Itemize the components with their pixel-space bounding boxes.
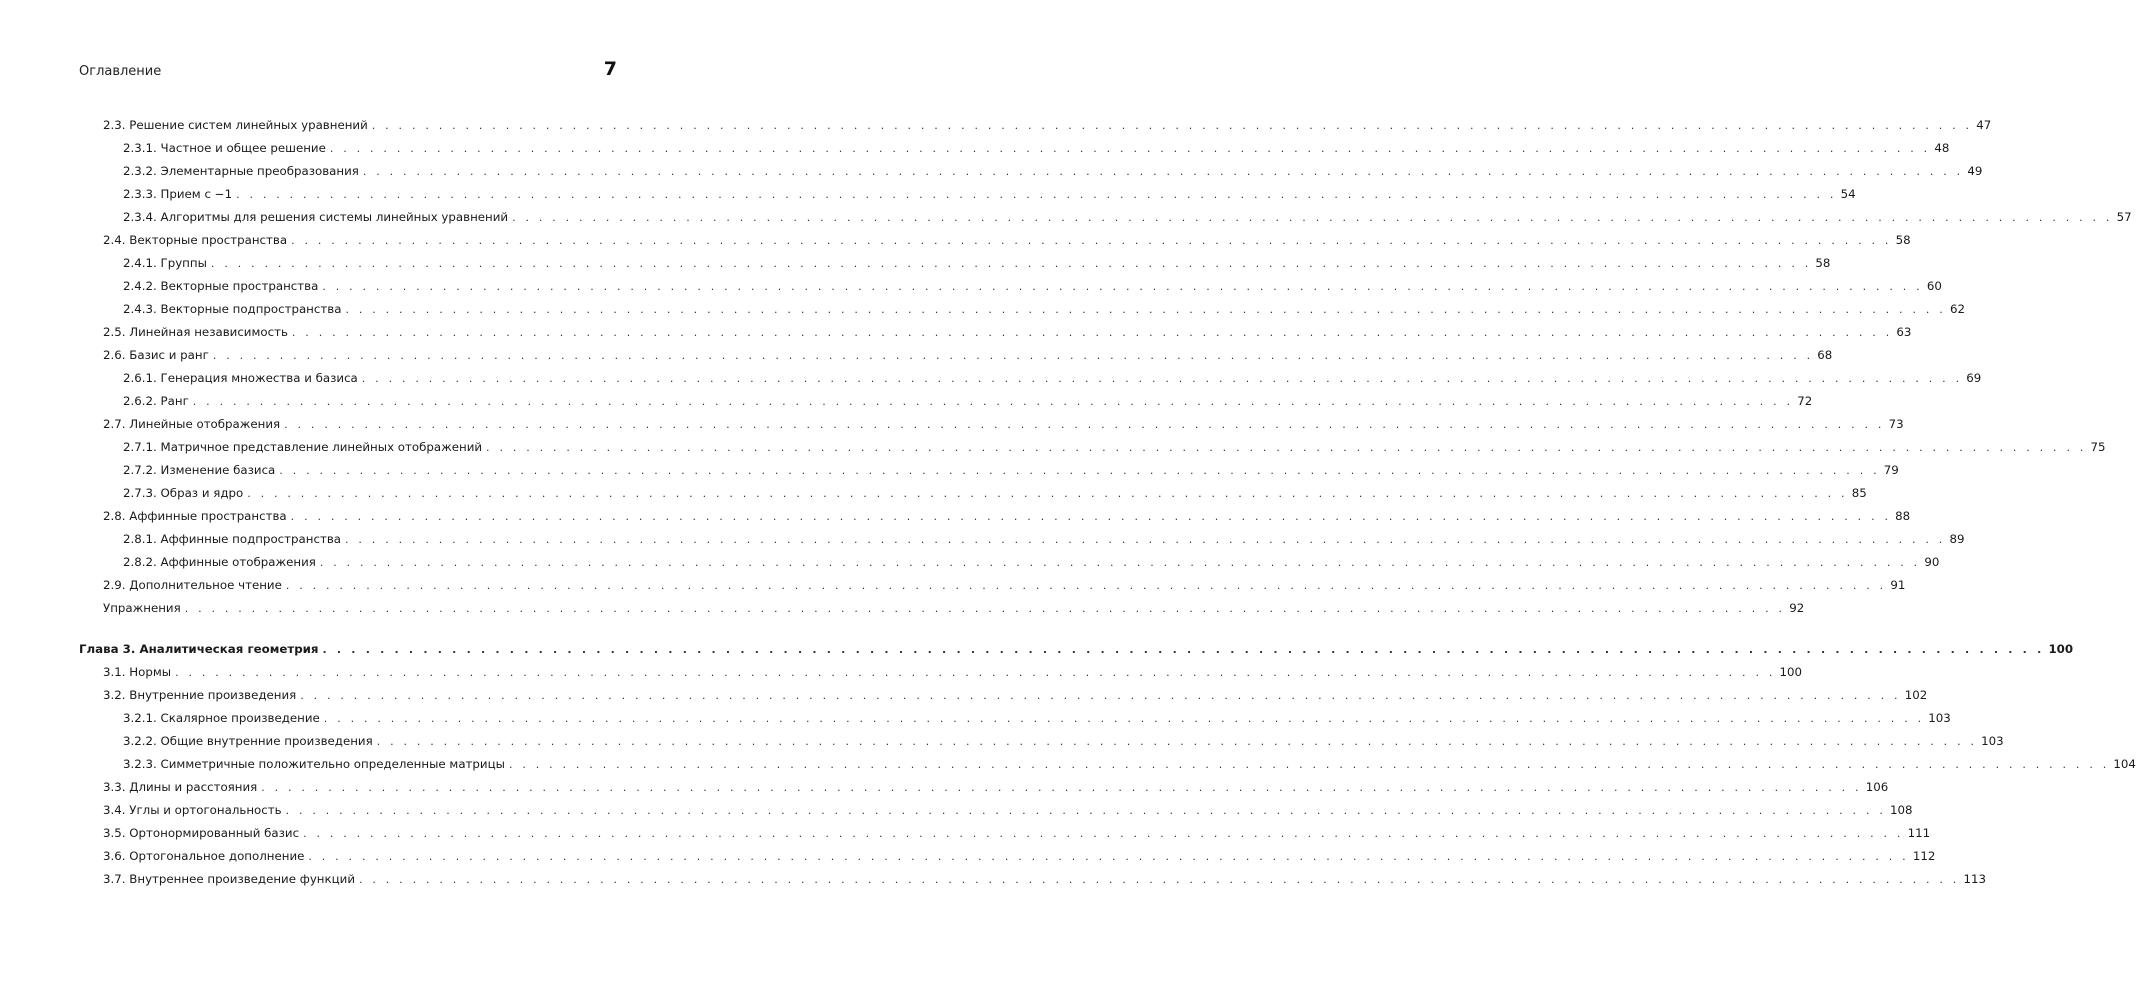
toc-entry-page: 57: [2116, 210, 2132, 224]
toc-entry-title: Глава 3. Аналитическая геометрия: [79, 642, 319, 656]
toc-entry-page: 58: [1895, 233, 1911, 247]
toc-entry-page: 89: [1949, 532, 1965, 546]
toc-entry-title: 2.6. Базис и ранг: [103, 348, 209, 362]
toc-entry-title: 2.4. Векторные пространства: [103, 233, 288, 247]
toc-entry[interactable]: [123, 183, 1856, 206]
toc-entry-page: 68: [1817, 348, 1833, 362]
dot-leader: . . . . . . . . . . . . . . . . . . . . . . . . . . . . . . . . . . . . . . . . . . . . . . . . . . . . . . . . . . . . . . . . . . . . . . . . . . . . . . . . . . . . . . . . . . . . . . . . . . . . . . . . . . . . . . . . . . . . . . . .: [359, 873, 1960, 886]
toc-entry[interactable]: [103, 413, 1904, 436]
dot-leader: . . . . . . . . . . . . . . . . . . . . . . . . . . . . . . . . . . . . . . . . . . . . . . . . . . . . . . . . . . . . . . . . . . . . . . . . . . . . . . . . . . . . . . . . . . . . . . . . . . . . . . . . . . . . . . . . . . . . . . . .: [308, 850, 1909, 863]
toc-entry-title: 2.8.2. Аффинные отображения: [123, 555, 316, 569]
toc-entry[interactable]: [103, 868, 1987, 891]
toc-entry[interactable]: [123, 551, 1940, 574]
toc-entry-page: 63: [1896, 325, 1912, 339]
dot-leader: . . . . . . . . . . . . . . . . . . . . . . . . . . . . . . . . . . . . . . . . . . . . . . . . . . . . . . . . . . . . . . . . . . . . . . . . . . . . . . . . . . . . . . . . . . . . . . . . . . . . . . . . . . . . . . . . . . . . . . . .: [345, 303, 1946, 316]
toc-entry-page: 58: [1815, 256, 1831, 270]
dot-leader: . . . . . . . . . . . . . . . . . . . . . . . . . . . . . . . . . . . . . . . . . . . . . . . . . . . . . . . . . . . . . . . . . . . . . . . . . . . . . . . . . . . . . . . . . . . . . . . . . . . . . . . . . . . . . . . . . . . . . . . .: [371, 119, 1973, 132]
toc-entry-page: 90: [1924, 555, 1940, 569]
toc-entry-page: 49: [1967, 164, 1983, 178]
toc-entry-title: 3.6. Ортогональное дополнение: [103, 849, 305, 863]
toc-entry[interactable]: [123, 298, 1965, 321]
toc-entry[interactable]: [123, 206, 2132, 229]
toc-entry-title: 2.7.3. Образ и ядро: [123, 486, 244, 500]
toc-entry-title: 2.6.1. Генерация множества и базиса: [123, 371, 358, 385]
toc-entry-page: 72: [1797, 394, 1813, 408]
toc-entry[interactable]: [123, 137, 1950, 160]
dot-leader: . . . . . . . . . . . . . . . . . . . . . . . . . . . . . . . . . . . . . . . . . . . . . . . . . . . . . . . . . . . . . . . . . . . . . . . . . . . . . . . . . . . . . . . . . . . . . . . . . . . . . . . . . . . . . . . . . . . . . . . .: [512, 211, 2113, 224]
toc-entry-page: 108: [1890, 803, 1913, 817]
running-header-title: Оглавление: [79, 64, 162, 79]
section-gap: [0, 620, 696, 638]
toc-entry-page: 103: [1928, 711, 1951, 725]
toc-entry-title: 2.3.4. Алгоритмы для решения системы линейных уравнений: [123, 210, 509, 224]
toc-entry-page: 113: [1963, 872, 1987, 886]
toc-entry-page: 112: [1912, 849, 1936, 863]
toc-entry[interactable]: [123, 459, 1899, 482]
dot-leader: . . . . . . . . . . . . . . . . . . . . . . . . . . . . . . . . . . . . . . . . . . . . . . . . . . . . . . . . . . . . . . . . . . . . . . . . . . . . . . . . . . . . . . . . . . . . . . . . . . . . . . . . . . . . . . . . . . . . . . . .: [300, 689, 1901, 702]
dot-leader: . . . . . . . . . . . . . . . . . . . . . . . . . . . . . . . . . . . . . . . . . . . . . . . . . . . . . . . . . . . . . . . . . . . . . . . . . . . . . . . . . . . . . . . . . . . . . . . . . . . . . . . . . . . . . . . . . . . . . . . .: [329, 142, 1931, 155]
dot-leader: . . . . . . . . . . . . . . . . . . . . . . . . . . . . . . . . . . . . . . . . . . . . . . . . . . . . . . . . . . . . . . . . . . . . . . . . . . . . . . . . . . . . . . . . . . . . . . . . . . . . . . . . . . . . . . . . . . . . . . . .: [284, 418, 1885, 431]
dot-leader: . . . . . . . . . . . . . . . . . . . . . . . . . . . . . . . . . . . . . . . . . . . . . . . . . . . . . . . . . . . . . . . . . . . . . . . . . . . . . . . . . . . . . . . . . . . . . . . . . . . . . . . . . . . . . . . . . . . . . . . .: [175, 666, 1776, 679]
toc-entry-page: 100: [2048, 642, 2074, 656]
dot-leader: . . . . . . . . . . . . . . . . . . . . . . . . . . . . . . . . . . . . . . . . . . . . . . . . . . . . . . . . . . . . . . . . . . . . . . . . . . . . . . . . . . . . . . . . . . . . . . . . . . . . . . . . . . . . . . . . . . . . . . . .: [322, 643, 2045, 656]
page-header: [79, 58, 617, 84]
toc-entry-page: 75: [2090, 440, 2106, 454]
table-of-contents: [0, 114, 2136, 891]
toc-entry-title: 3.2.3. Симметричные положительно определенные матрицы: [123, 757, 505, 771]
toc-entry-title: 2.5. Линейная независимость: [103, 325, 288, 339]
toc-entry[interactable]: [103, 684, 1928, 707]
toc-entry-page: 85: [1851, 486, 1867, 500]
toc-entry-page: 69: [1966, 371, 1982, 385]
toc-entry[interactable]: [103, 597, 1805, 620]
toc-entry-title: Упражнения: [103, 601, 181, 615]
toc-entry[interactable]: [123, 367, 1982, 390]
dot-leader: . . . . . . . . . . . . . . . . . . . . . . . . . . . . . . . . . . . . . . . . . . . . . . . . . . . . . . . . . . . . . . . . . . . . . . . . . . . . . . . . . . . . . . . . . . . . . . . . . . . . . . . . . . . . . . . . . . . . . . . .: [361, 372, 1963, 385]
dot-leader: . . . . . . . . . . . . . . . . . . . . . . . . . . . . . . . . . . . . . . . . . . . . . . . . . . . . . . . . . . . . . . . . . . . . . . . . . . . . . . . . . . . . . . . . . . . . . . . . . . . . . . . . . . . . . . . . . . . . . . . .: [212, 349, 1814, 362]
toc-entry-page: 62: [1949, 302, 1965, 316]
dot-leader: . . . . . . . . . . . . . . . . . . . . . . . . . . . . . . . . . . . . . . . . . . . . . . . . . . . . . . . . . . . . . . . . . . . . . . . . . . . . . . . . . . . . . . . . . . . . . . . . . . . . . . . . . . . . . . . . . . . . . . . .: [291, 326, 1893, 339]
dot-leader: . . . . . . . . . . . . . . . . . . . . . . . . . . . . . . . . . . . . . . . . . . . . . . . . . . . . . . . . . . . . . . . . . . . . . . . . . . . . . . . . . . . . . . . . . . . . . . . . . . . . . . . . . . . . . . . . . . . . . . . .: [322, 280, 1923, 293]
toc-entry-title: 3.1. Нормы: [103, 665, 172, 679]
dot-leader: . . . . . . . . . . . . . . . . . . . . . . . . . . . . . . . . . . . . . . . . . . . . . . . . . . . . . . . . . . . . . . . . . . . . . . . . . . . . . . . . . . . . . . . . . . . . . . . . . . . . . . . . . . . . . . . . . . . . . . . .: [285, 579, 1887, 592]
toc-entry-title: 2.4.3. Векторные подпространства: [123, 302, 342, 316]
dot-leader: . . . . . . . . . . . . . . . . . . . . . . . . . . . . . . . . . . . . . . . . . . . . . . . . . . . . . . . . . . . . . . . . . . . . . . . . . . . . . . . . . . . . . . . . . . . . . . . . . . . . . . . . . . . . . . . . . . . . . . . .: [184, 602, 1786, 615]
toc-entry[interactable]: [103, 822, 1931, 845]
toc-entry-title: 2.7. Линейные отображения: [103, 417, 281, 431]
toc-entry-page: 73: [1888, 417, 1904, 431]
toc-entry[interactable]: [103, 776, 1889, 799]
toc-entry-title: 2.3.3. Прием с −1: [123, 187, 233, 201]
toc-entry[interactable]: [103, 845, 1936, 868]
toc-entry[interactable]: [123, 436, 2106, 459]
toc-entry[interactable]: [123, 528, 1965, 551]
toc-entry-title: 2.4.1. Группы: [123, 256, 207, 270]
toc-entry-title: 2.3.2. Элементарные преобразования: [123, 164, 359, 178]
toc-entry[interactable]: [123, 730, 2004, 753]
toc-entry[interactable]: [103, 114, 1992, 137]
dot-leader: . . . . . . . . . . . . . . . . . . . . . . . . . . . . . . . . . . . . . . . . . . . . . . . . . . . . . . . . . . . . . . . . . . . . . . . . . . . . . . . . . . . . . . . . . . . . . . . . . . . . . . . . . . . . . . . . . . . . . . . .: [290, 510, 1892, 523]
toc-entry-page: 92: [1789, 601, 1805, 615]
toc-entry-title: 2.3.1. Частное и общее решение: [123, 141, 326, 155]
toc-entry[interactable]: [103, 321, 1912, 344]
toc-entry-title: 3.7. Внутреннее произведение функций: [103, 872, 355, 886]
dot-leader: . . . . . . . . . . . . . . . . . . . . . . . . . . . . . . . . . . . . . . . . . . . . . . . . . . . . . . . . . . . . . . . . . . . . . . . . . . . . . . . . . . . . . . . . . . . . . . . . . . . . . . . . . . . . . . . . . . . . . . . .: [362, 165, 1964, 178]
dot-leader: . . . . . . . . . . . . . . . . . . . . . . . . . . . . . . . . . . . . . . . . . . . . . . . . . . . . . . . . . . . . . . . . . . . . . . . . . . . . . . . . . . . . . . . . . . . . . . . . . . . . . . . . . . . . . . . . . . . . . . . .: [508, 758, 2110, 771]
toc-entry-title: 2.8.1. Аффинные подпространства: [123, 532, 342, 546]
toc-entry[interactable]: [103, 344, 1833, 367]
toc-entry-page: 106: [1865, 780, 1889, 794]
toc-entry-page: 60: [1926, 279, 1942, 293]
toc-entry-page: 54: [1840, 187, 1856, 201]
toc-entry-title: 2.7.1. Матричное представление линейных отображений: [123, 440, 483, 454]
toc-entry-page: 47: [1976, 118, 1992, 132]
dot-leader: . . . . . . . . . . . . . . . . . . . . . . . . . . . . . . . . . . . . . . . . . . . . . . . . . . . . . . . . . . . . . . . . . . . . . . . . . . . . . . . . . . . . . . . . . . . . . . . . . . . . . . . . . . . . . . . . . . . . . . . .: [376, 735, 1978, 748]
toc-entry[interactable]: [123, 275, 1942, 298]
toc-entry-page: 48: [1934, 141, 1950, 155]
dot-leader: . . . . . . . . . . . . . . . . . . . . . . . . . . . . . . . . . . . . . . . . . . . . . . . . . . . . . . . . . . . . . . . . . . . . . . . . . . . . . . . . . . . . . . . . . . . . . . . . . . . . . . . . . . . . . . . . . . . . . . . .: [210, 257, 1812, 270]
dot-leader: . . . . . . . . . . . . . . . . . . . . . . . . . . . . . . . . . . . . . . . . . . . . . . . . . . . . . . . . . . . . . . . . . . . . . . . . . . . . . . . . . . . . . . . . . . . . . . . . . . . . . . . . . . . . . . . . . . . . . . . .: [303, 827, 1904, 840]
toc-entry[interactable]: [103, 799, 1913, 822]
toc-entry-page: 103: [1981, 734, 2004, 748]
toc-entry[interactable]: [123, 252, 1831, 275]
toc-entry-title: 3.5. Ортонормированный базис: [103, 826, 300, 840]
toc-entry[interactable]: [123, 160, 1983, 183]
toc-entry-page: 104: [2113, 757, 2136, 771]
toc-entry-title: 3.2.2. Общие внутренние произведения: [123, 734, 373, 748]
dot-leader: . . . . . . . . . . . . . . . . . . . . . . . . . . . . . . . . . . . . . . . . . . . . . . . . . . . . . . . . . . . . . . . . . . . . . . . . . . . . . . . . . . . . . . . . . . . . . . . . . . . . . . . . . . . . . . . . . . . . . . . .: [285, 804, 1887, 817]
toc-entry-page: 91: [1890, 578, 1906, 592]
dot-leader: . . . . . . . . . . . . . . . . . . . . . . . . . . . . . . . . . . . . . . . . . . . . . . . . . . . . . . . . . . . . . . . . . . . . . . . . . . . . . . . . . . . . . . . . . . . . . . . . . . . . . . . . . . . . . . . . . . . . . . . .: [279, 464, 1880, 477]
dot-leader: . . . . . . . . . . . . . . . . . . . . . . . . . . . . . . . . . . . . . . . . . . . . . . . . . . . . . . . . . . . . . . . . . . . . . . . . . . . . . . . . . . . . . . . . . . . . . . . . . . . . . . . . . . . . . . . . . . . . . . . .: [319, 556, 1921, 569]
toc-entry-page: 102: [1904, 688, 1928, 702]
toc-entry[interactable]: [103, 505, 1911, 528]
toc-entry[interactable]: [123, 707, 1951, 730]
dot-leader: . . . . . . . . . . . . . . . . . . . . . . . . . . . . . . . . . . . . . . . . . . . . . . . . . . . . . . . . . . . . . . . . . . . . . . . . . . . . . . . . . . . . . . . . . . . . . . . . . . . . . . . . . . . . . . . . . . . . . . . .: [323, 712, 1925, 725]
dot-leader: . . . . . . . . . . . . . . . . . . . . . . . . . . . . . . . . . . . . . . . . . . . . . . . . . . . . . . . . . . . . . . . . . . . . . . . . . . . . . . . . . . . . . . . . . . . . . . . . . . . . . . . . . . . . . . . . . . . . . . . .: [247, 487, 1848, 500]
toc-entry-title: 3.2. Внутренние произведения: [103, 688, 297, 702]
toc-entry[interactable]: [123, 753, 2136, 776]
toc-entry[interactable]: [123, 390, 1813, 413]
toc-entry-title: 3.3. Длины и расстояния: [103, 780, 258, 794]
dot-leader: . . . . . . . . . . . . . . . . . . . . . . . . . . . . . . . . . . . . . . . . . . . . . . . . . . . . . . . . . . . . . . . . . . . . . . . . . . . . . . . . . . . . . . . . . . . . . . . . . . . . . . . . . . . . . . . . . . . . . . . .: [261, 781, 1862, 794]
toc-entry-title: 2.8. Аффинные пространства: [103, 509, 287, 523]
dot-leader: . . . . . . . . . . . . . . . . . . . . . . . . . . . . . . . . . . . . . . . . . . . . . . . . . . . . . . . . . . . . . . . . . . . . . . . . . . . . . . . . . . . . . . . . . . . . . . . . . . . . . . . . . . . . . . . . . . . . . . . .: [192, 395, 1794, 408]
toc-entry-title: 2.6.2. Ранг: [123, 394, 189, 408]
dot-leader: . . . . . . . . . . . . . . . . . . . . . . . . . . . . . . . . . . . . . . . . . . . . . . . . . . . . . . . . . . . . . . . . . . . . . . . . . . . . . . . . . . . . . . . . . . . . . . . . . . . . . . . . . . . . . . . . . . . . . . . .: [345, 533, 1946, 546]
dot-leader: . . . . . . . . . . . . . . . . . . . . . . . . . . . . . . . . . . . . . . . . . . . . . . . . . . . . . . . . . . . . . . . . . . . . . . . . . . . . . . . . . . . . . . . . . . . . . . . . . . . . . . . . . . . . . . . . . . . . . . . .: [486, 441, 2087, 454]
dot-leader: . . . . . . . . . . . . . . . . . . . . . . . . . . . . . . . . . . . . . . . . . . . . . . . . . . . . . . . . . . . . . . . . . . . . . . . . . . . . . . . . . . . . . . . . . . . . . . . . . . . . . . . . . . . . . . . . . . . . . . . .: [291, 234, 1892, 247]
toc-entry-page: 79: [1883, 463, 1899, 477]
toc-entry[interactable]: [123, 482, 1867, 505]
toc-entry-title: 3.2.1. Скалярное произведение: [123, 711, 320, 725]
toc-entry-page: 111: [1907, 826, 1931, 840]
toc-entry-title: 2.3. Решение систем линейных уравнений: [103, 118, 368, 132]
toc-entry-page: 100: [1779, 665, 1803, 679]
dot-leader: . . . . . . . . . . . . . . . . . . . . . . . . . . . . . . . . . . . . . . . . . . . . . . . . . . . . . . . . . . . . . . . . . . . . . . . . . . . . . . . . . . . . . . . . . . . . . . . . . . . . . . . . . . . . . . . . . . . . . . . .: [236, 188, 1837, 201]
toc-entry-title: 2.9. Дополнительное чтение: [103, 578, 282, 592]
toc-entry-page: 88: [1895, 509, 1911, 523]
toc-chapter-entry[interactable]: [79, 638, 2074, 661]
toc-entry[interactable]: [103, 229, 1911, 252]
toc-entry-title: 2.7.2. Изменение базиса: [123, 463, 276, 477]
toc-entry[interactable]: [103, 574, 1906, 597]
page-number: 7: [603, 58, 617, 80]
toc-entry[interactable]: [103, 661, 1803, 684]
toc-entry-title: 3.4. Углы и ортогональность: [103, 803, 282, 817]
toc-entry-title: 2.4.2. Векторные пространства: [123, 279, 319, 293]
